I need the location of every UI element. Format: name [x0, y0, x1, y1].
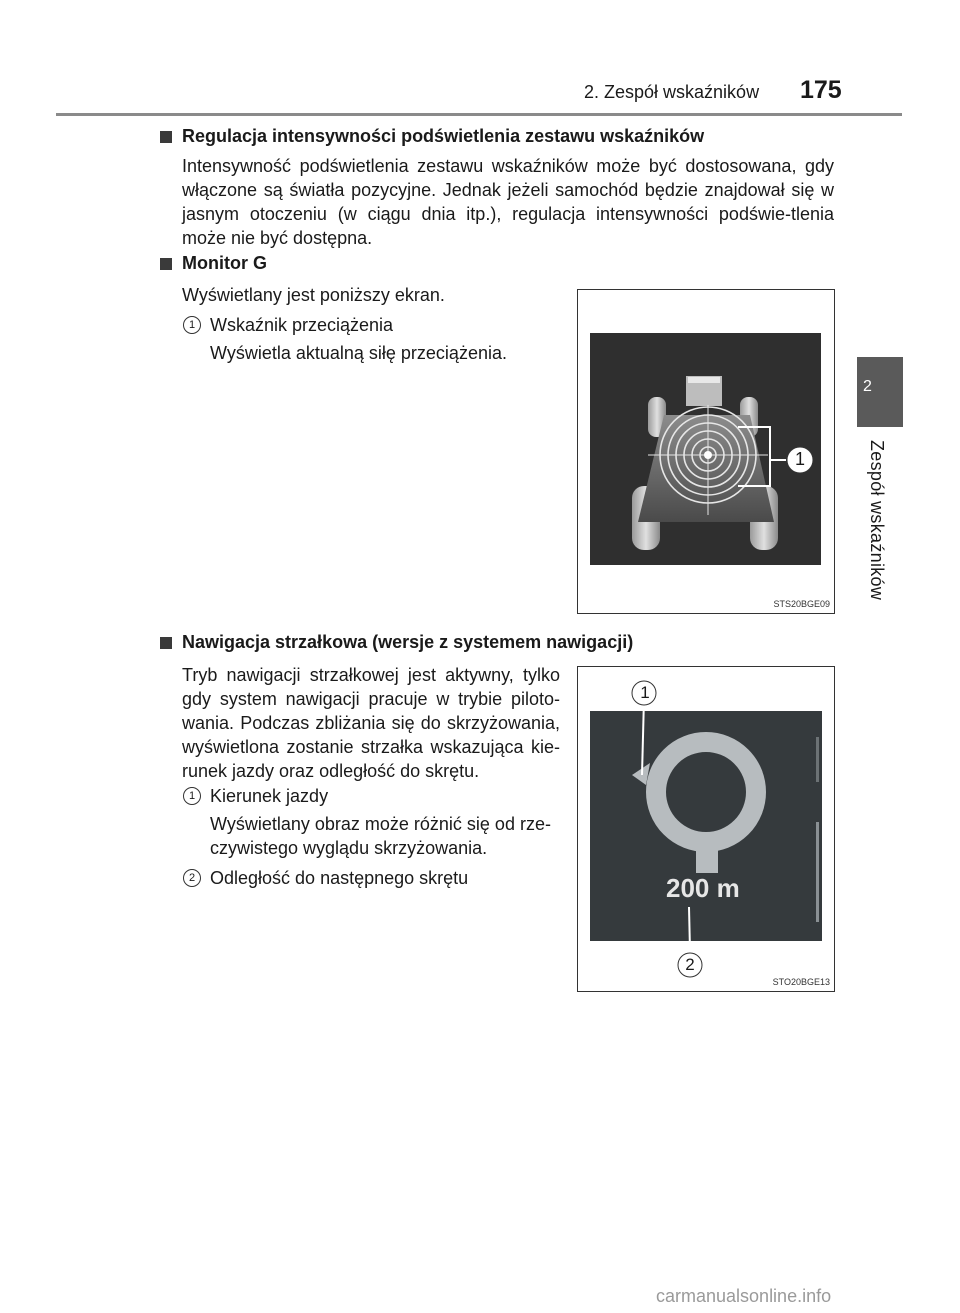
figure-code: STO20BGE13: [772, 977, 830, 987]
section-body-arrow-navigation: Tryb nawigacji strzałkowej jest aktywny, tylko gdy system nawigacji pracuje w trybie piloto-wania. Podczas zbliżania się do skrzyżowania, wyświetlona zostanie strzałka wskazująca kie-runek jazdy oraz odległość do skrętu.: [182, 665, 560, 781]
section-heading-arrow-navigation: Nawigacja strzałkowa (wersje z systemem nawigacji): [182, 632, 634, 652]
distance-readout: 200 m: [666, 873, 740, 903]
chapter-tab-label: Zespół wskaźników: [867, 440, 887, 601]
section-heading-g-monitor: Monitor G: [182, 253, 267, 273]
g-monitor-intro: Wyświetlany jest poniższy ekran.: [182, 285, 445, 305]
arrow-navigation-figure: [577, 666, 835, 992]
arrow-navigation-screen-illustration: [578, 667, 834, 991]
bullet-square-icon: [160, 131, 172, 143]
figure-callout-1: 1: [640, 683, 650, 702]
section-title: 2. Zespół wskaźników: [584, 82, 760, 102]
page-number: 175: [800, 76, 842, 104]
chapter-tab-number: 2: [863, 378, 872, 395]
g-monitor-item-desc: Wyświetla aktualną siłę przeciążenia.: [210, 343, 507, 363]
nav-item-title-distance: Odległość do następnego skrętu: [210, 868, 469, 888]
g-monitor-figure: [577, 289, 835, 614]
figure-callout-2: 2: [685, 955, 695, 974]
bullet-square-icon: [160, 637, 172, 649]
item-number-badge: 1: [183, 787, 201, 805]
g-monitor-item-title: Wskaźnik przeciążenia: [210, 315, 394, 335]
watermark: carmanualsonline.info: [656, 1286, 832, 1306]
nav-item-desc-direction: Wyświetlany obraz może różnić się od rze-czywistego wyglądu skrzyżowania.: [210, 814, 551, 858]
figure-code: STS20BGE09: [773, 599, 830, 609]
section-heading-brightness: Regulacja intensywności podświetlenia zestawu wskaźników: [182, 126, 705, 146]
header-divider: [56, 113, 902, 116]
bullet-square-icon: [160, 258, 172, 270]
section-body-brightness: Intensywność podświetlenia zestawu wskaźników może być dostosowana, gdy włączone są światła pozycyjne. Jednak jeżeli samochód będzie znajdował się w jasnym otoczeniu (w ciągu dnia itp.), regulacja intensywności podświe-tlenia może nie być dostępna.: [182, 156, 834, 248]
item-number-badge: 2: [183, 869, 201, 887]
nav-item-title-direction: Kierunek jazdy: [210, 786, 329, 806]
figure-callout-1: 1: [794, 449, 805, 469]
item-number-badge: 1: [183, 316, 201, 334]
